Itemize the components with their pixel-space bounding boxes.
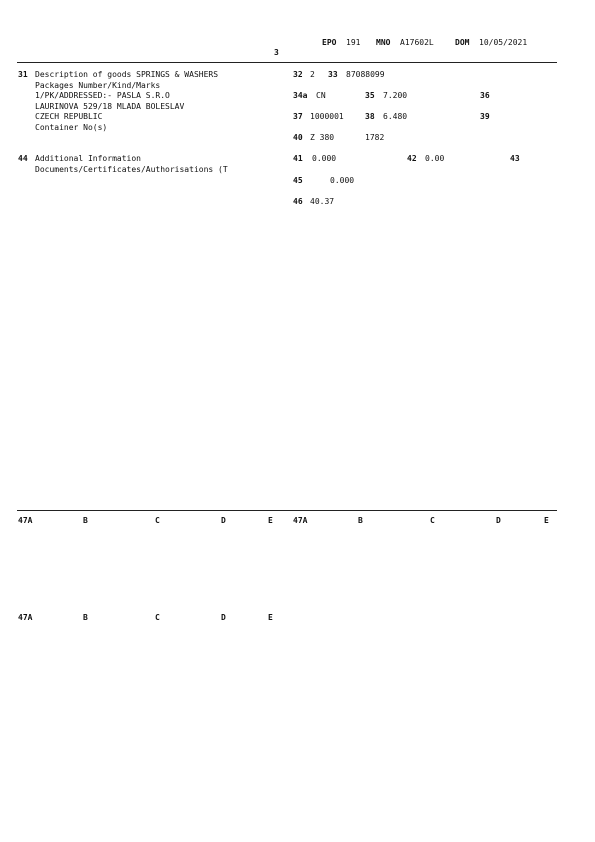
tax-section-divider bbox=[17, 510, 557, 511]
tax-col-base-right: B bbox=[358, 516, 363, 525]
tax-col-mp: E bbox=[268, 516, 273, 525]
tax-col-type-right: 47A bbox=[293, 516, 308, 525]
net-mass-value: 6.480 bbox=[383, 112, 408, 121]
tax-col-type-lower: 47A bbox=[18, 613, 33, 622]
dom-label: DOM bbox=[455, 38, 470, 47]
box40-number: 40 bbox=[293, 133, 303, 142]
address-line: LAURINOVA 529/18 MLADA BOLESLAV bbox=[35, 102, 185, 111]
box41-number: 41 bbox=[293, 154, 303, 163]
epo-value: 191 bbox=[346, 38, 361, 47]
box35-number: 35 bbox=[365, 91, 375, 100]
previous-document-value: Z 380 bbox=[310, 133, 335, 142]
previous-document-ref: 1782 bbox=[365, 133, 385, 142]
epo-label: EPO bbox=[322, 38, 337, 47]
tax-col-rate-right: C bbox=[430, 516, 435, 525]
tax-col-amount: D bbox=[221, 516, 226, 525]
packages-line: Packages Number/Kind/Marks bbox=[35, 81, 161, 90]
gross-mass-value: 7.200 bbox=[383, 91, 408, 100]
additional-info-line: Additional Information bbox=[35, 154, 141, 163]
tax-col-rate: C bbox=[155, 516, 160, 525]
procedure-value: 1000001 bbox=[310, 112, 344, 121]
box39-number: 39 bbox=[480, 112, 490, 121]
item-price-value: 0.00 bbox=[425, 154, 445, 163]
box37-number: 37 bbox=[293, 112, 303, 121]
tax-col-type: 47A bbox=[18, 516, 33, 525]
statistical-value: 40.37 bbox=[310, 197, 335, 206]
tax-col-rate-lower: C bbox=[155, 613, 160, 622]
goods-description-line: Description of goods SPRINGS & WASHERS bbox=[35, 70, 219, 79]
tax-col-base: B bbox=[83, 516, 88, 525]
box46-number: 46 bbox=[293, 197, 303, 206]
tax-col-amount-right: D bbox=[496, 516, 501, 525]
box44-number: 44 bbox=[18, 154, 28, 163]
supplementary-units-value: 0.000 bbox=[312, 154, 337, 163]
country-line: CZECH REPUBLIC bbox=[35, 112, 103, 121]
tax-col-base-lower: B bbox=[83, 613, 88, 622]
box42-number: 42 bbox=[407, 154, 417, 163]
tax-col-amount-lower: D bbox=[221, 613, 226, 622]
box31-number: 31 bbox=[18, 70, 28, 79]
mno-value: A17602L bbox=[400, 38, 434, 47]
box43-number: 43 bbox=[510, 154, 520, 163]
commodity-code-value: 87088099 bbox=[346, 70, 385, 79]
box45-number: 45 bbox=[293, 176, 303, 185]
addressee-line: 1/PK/ADDRESSED:- PASLA S.R.O bbox=[35, 91, 170, 100]
documents-line: Documents/Certificates/Authorisations (T bbox=[35, 165, 228, 174]
tax-col-mp-right: E bbox=[544, 516, 549, 525]
box34a-number: 34a bbox=[293, 91, 308, 100]
origin-country-value: CN bbox=[316, 91, 326, 100]
adjustment-value: 0.000 bbox=[330, 176, 355, 185]
container-line: Container No(s) bbox=[35, 123, 108, 132]
tax-col-mp-lower: E bbox=[268, 613, 273, 622]
box36-number: 36 bbox=[480, 91, 490, 100]
box33-number: 33 bbox=[328, 70, 338, 79]
mno-label: MNO bbox=[376, 38, 391, 47]
header-divider bbox=[17, 62, 557, 63]
dom-value: 10/05/2021 bbox=[479, 38, 528, 47]
page-number: 3 bbox=[274, 48, 279, 57]
box38-number: 38 bbox=[365, 112, 375, 121]
box32-number: 32 bbox=[293, 70, 303, 79]
item-number-value: 2 bbox=[310, 70, 315, 79]
